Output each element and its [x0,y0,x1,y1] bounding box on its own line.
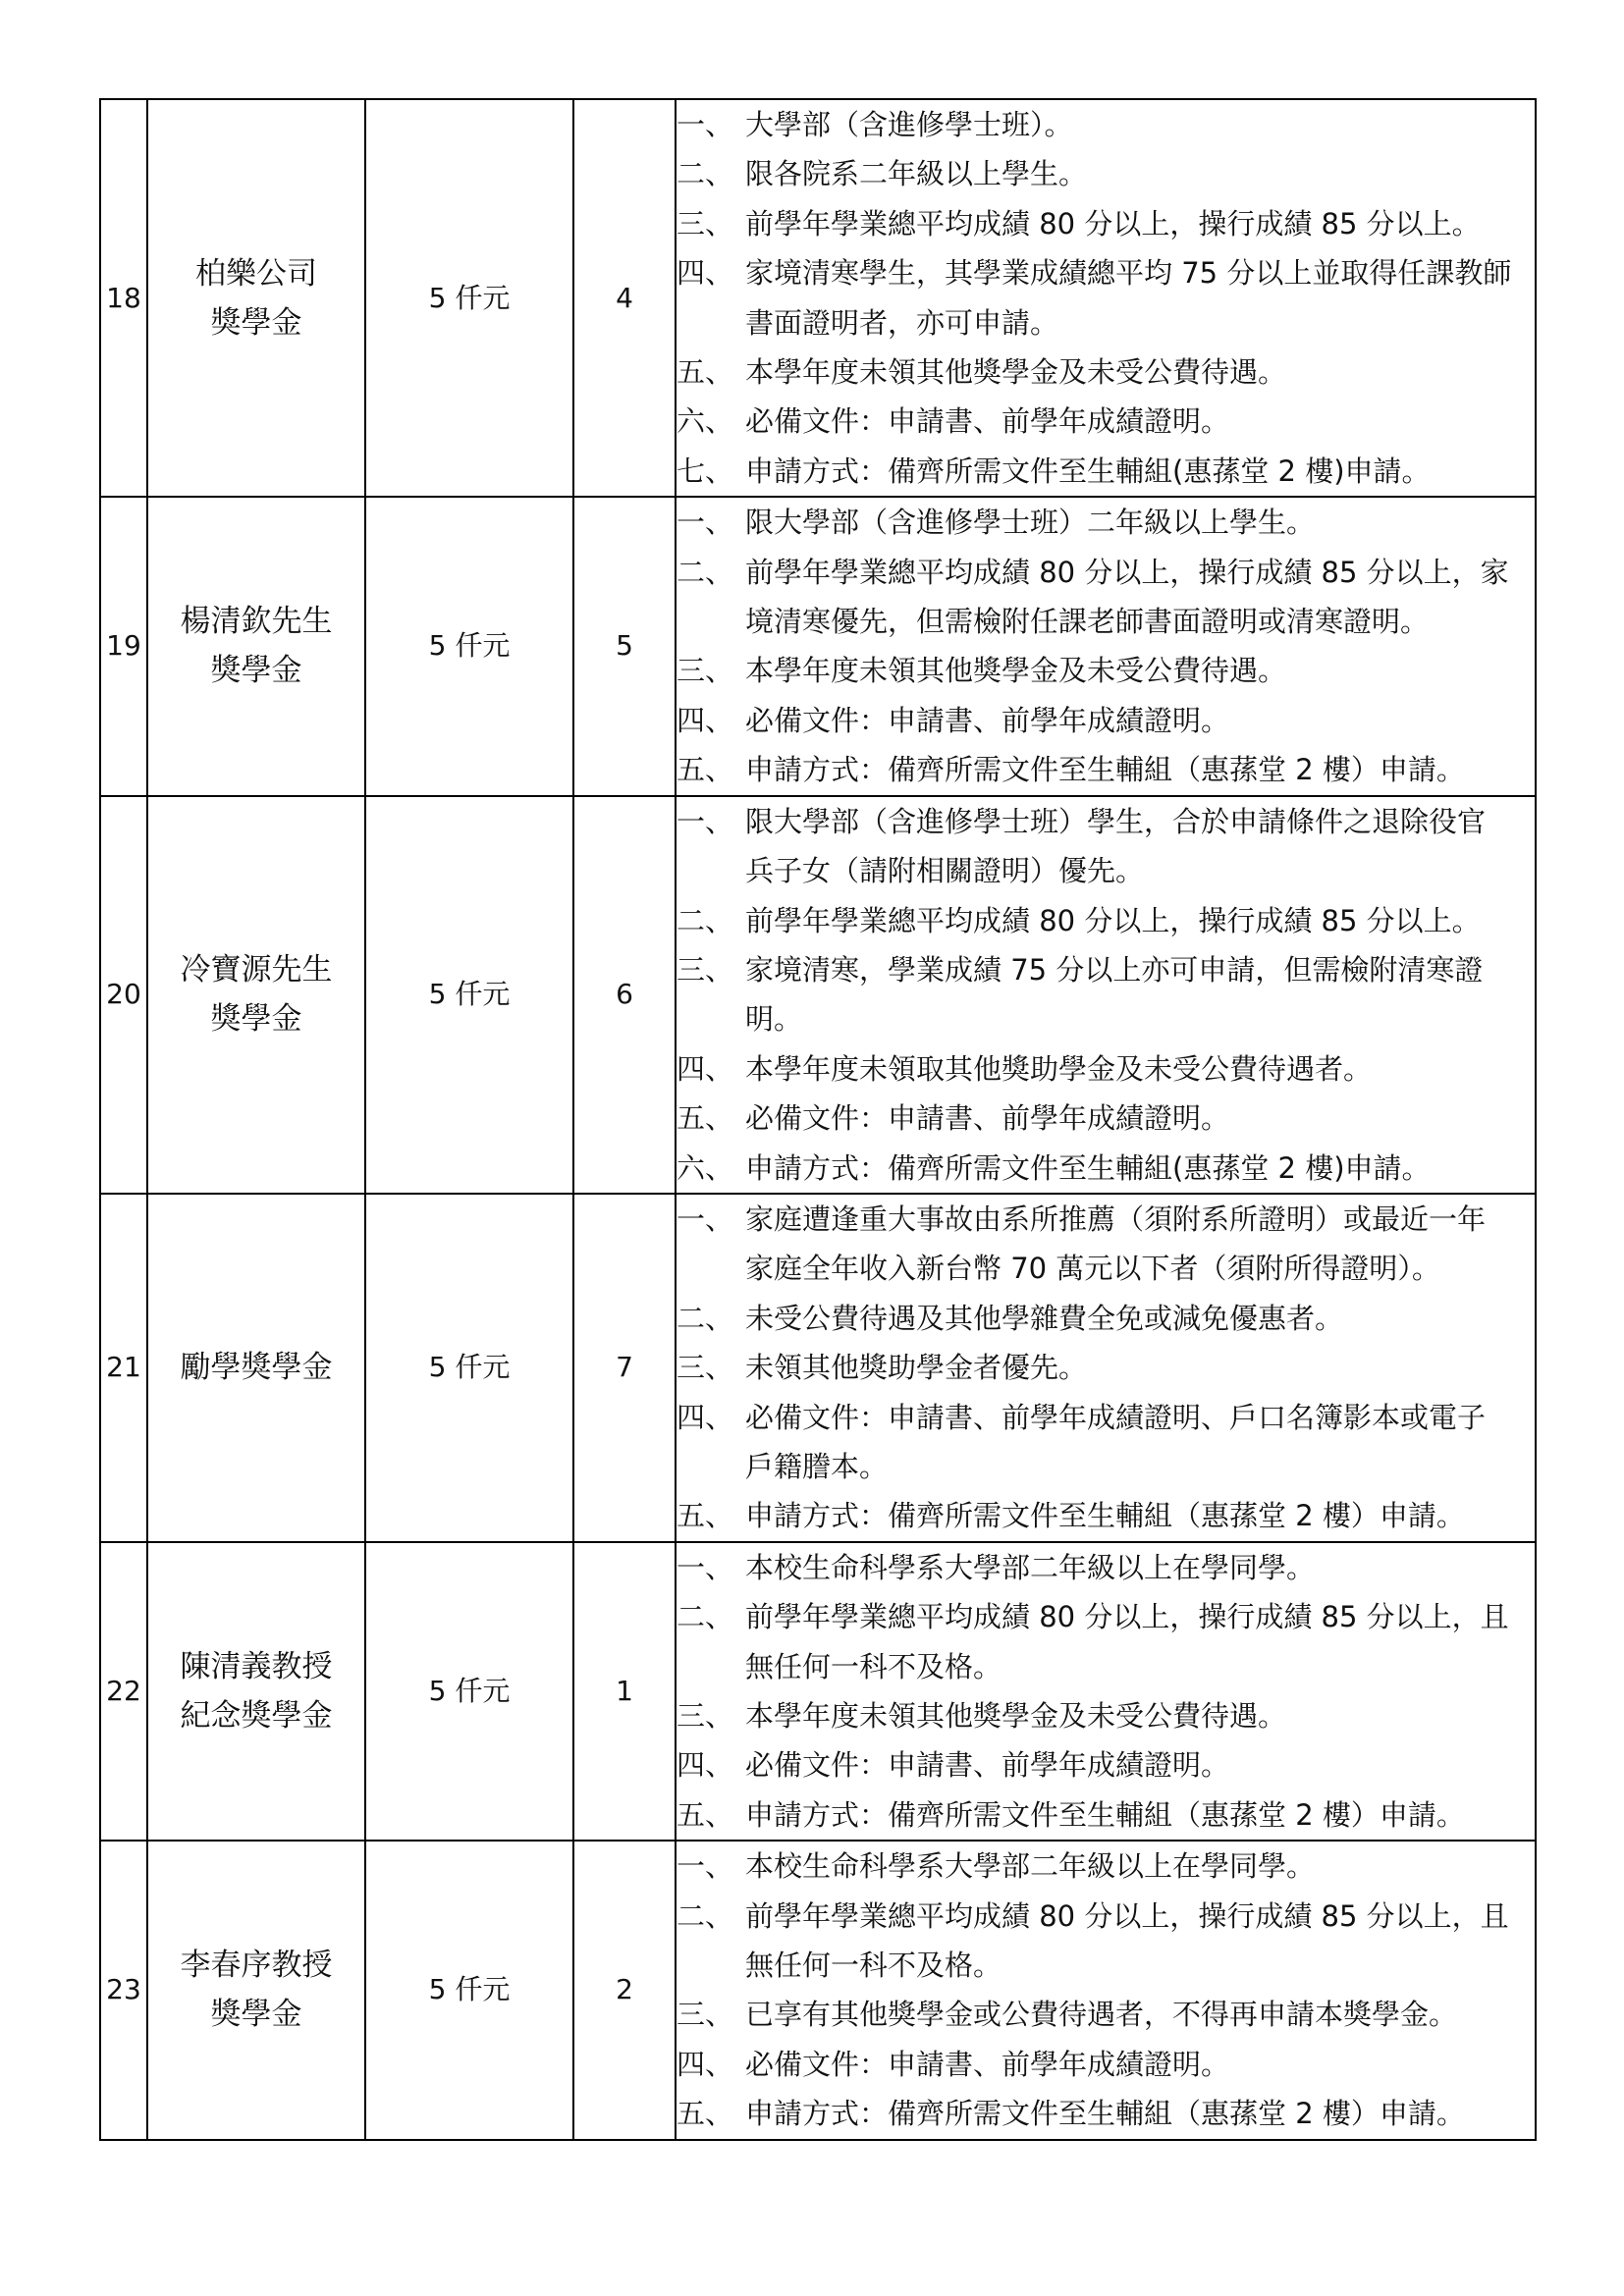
requirement-text: 家庭全年收入新台幣 70 萬元以下者（須附所得證明）。 [745,1252,1440,1286]
scholarship-amount: 5 仟元 [365,1841,573,2139]
scholarship-name [147,1194,365,1542]
requirement-marker: 二、 [677,1301,734,1335]
scholarship-name [147,1542,365,1841]
table-row [100,796,1536,1194]
requirement-line [677,945,1535,994]
requirement-marker: 五、 [677,1499,734,1533]
requirement-text: 限各院系二年級以上學生。 [745,157,1088,191]
requirement-marker: 一、 [677,804,734,838]
requirement-text: 無任何一科不及格。 [745,1649,1002,1683]
requirement-line [677,1941,1535,1990]
requirement-text: 本學年度未領其他獎學金及未受公費待遇。 [745,1699,1287,1733]
requirement-line [677,646,1535,695]
scholarship-name-line: 李春序教授 [180,1948,333,1984]
requirement-text: 境清寒優先，但需檢附任課老師書面證明或清寒證明。 [745,605,1430,639]
requirement-line [677,745,1535,794]
requirement-text: 本校生命科學系大學部二年級以上在學同學。 [745,1550,1316,1584]
requirement-text: 本學年度未領取其他獎助學金及未受公費待遇者。 [745,1051,1373,1086]
table-row [100,99,1536,497]
requirement-marker: 一、 [677,1849,734,1884]
requirement-marker: 四、 [677,1051,734,1086]
requirement-text: 兵子女（請附相關證明）優先。 [745,854,1145,888]
scholarship-name-line: 獎學金 [210,304,302,341]
requirement-text: 前學年學業總平均成績 80 分以上，操行成績 85 分以上，且 [745,1600,1509,1634]
requirement-text: 前學年學業總平均成績 80 分以上，操行成績 85 分以上，且 [745,1898,1509,1933]
row-number: 21 [100,1194,147,1542]
requirement-text: 家庭遭逢重大事故由系所推薦（須附系所證明）或最近一年 [745,1201,1487,1236]
requirement-marker: 二、 [677,157,734,191]
requirement-text: 申請方式：備齊所需文件至生輔組(惠蓀堂 2 樓)申請。 [745,454,1431,488]
requirement-line [677,1393,1535,1442]
scholarship-requirements [676,99,1536,497]
requirement-line [677,1442,1535,1491]
requirement-line [677,149,1535,198]
scholarship-amount: 5 仟元 [365,796,573,1194]
requirement-marker: 三、 [677,654,734,688]
requirement-text: 無任何一科不及格。 [745,1949,1002,1983]
requirement-line [677,1990,1535,2039]
requirement-line [677,1543,1535,1592]
requirement-marker: 三、 [677,1351,734,1385]
requirement-line [677,397,1535,446]
requirement-line [677,994,1535,1043]
requirement-line [677,548,1535,597]
scholarship-amount: 5 仟元 [365,497,573,795]
requirement-text: 家境清寒學生，其學業成績總平均 75 分以上並取得任課教師 [745,256,1512,291]
requirement-text: 申請方式：備齊所需文件至生輔組（惠蓀堂 2 樓）申請。 [745,1499,1465,1533]
table-row [100,1841,1536,2139]
requirement-text: 前學年學業總平均成績 80 分以上，操行成績 85 分以上。 [745,903,1481,937]
requirement-marker: 二、 [677,903,734,937]
requirement-text: 戶籍謄本。 [745,1449,889,1483]
scholarship-quota: 1 [573,1542,676,1841]
scholarship-requirements [676,497,1536,795]
scholarship-quota: 2 [573,1841,676,2139]
requirement-line [677,1790,1535,1840]
requirement-marker: 三、 [677,952,734,987]
requirement-marker: 五、 [677,2097,734,2131]
scholarship-requirements [676,796,1536,1194]
scholarship-requirements [676,1542,1536,1841]
requirement-line [677,1842,1535,1891]
requirement-marker: 二、 [677,1600,734,1634]
row-number: 22 [100,1542,147,1841]
requirement-text: 必備文件：申請書、前學年成績證明。 [745,404,1230,439]
requirement-line [677,199,1535,248]
requirement-text: 限大學部（含進修學士班）二年級以上學生。 [745,506,1316,540]
requirement-text: 申請方式：備齊所需文件至生輔組（惠蓀堂 2 樓）申請。 [745,753,1465,787]
scholarship-name-line: 柏樂公司 [195,255,317,292]
scholarship-requirements [676,1194,1536,1542]
requirement-marker: 六、 [677,1150,734,1185]
requirement-text: 必備文件：申請書、前學年成績證明。 [745,2047,1230,2081]
requirement-marker: 七、 [677,454,734,488]
requirement-text: 未領其他獎助學金者優先。 [745,1351,1088,1385]
requirement-marker: 一、 [677,506,734,540]
requirement-text: 書面證明者，亦可申請。 [745,305,1059,340]
scholarship-name-line: 獎學金 [210,653,302,689]
requirement-line [677,797,1535,846]
requirement-text: 前學年學業總平均成績 80 分以上，操行成績 85 分以上。 [745,206,1481,240]
requirement-marker: 四、 [677,1748,734,1783]
requirement-marker: 四、 [677,703,734,737]
requirement-line [677,498,1535,547]
requirement-marker: 一、 [677,1201,734,1236]
requirement-line [677,1892,1535,1941]
requirement-marker: 四、 [677,256,734,291]
requirement-line [677,447,1535,496]
requirement-line [677,347,1535,397]
requirement-text: 限大學部（含進修學士班）學生，合於申請條件之退除役官 [745,804,1487,838]
requirement-line [677,1642,1535,1691]
scholarship-amount: 5 仟元 [365,1194,573,1542]
scholarship-quota: 4 [573,99,676,497]
row-number: 19 [100,497,147,795]
requirement-line [677,1740,1535,1789]
scholarship-quota: 7 [573,1194,676,1542]
requirement-text: 家境清寒，學業成績 75 分以上亦可申請，但需檢附清寒證 [745,952,1484,987]
requirement-marker: 三、 [677,206,734,240]
requirement-marker: 五、 [677,355,734,390]
requirement-marker: 三、 [677,1998,734,2032]
requirement-line [677,2040,1535,2089]
table-row [100,1194,1536,1542]
requirement-marker: 五、 [677,753,734,787]
scholarship-quota: 5 [573,497,676,795]
requirement-marker: 一、 [677,108,734,141]
row-number: 20 [100,796,147,1194]
requirement-line [677,1592,1535,1641]
requirement-marker: 六、 [677,404,734,439]
requirement-text: 大學部（含進修學士班）。 [745,108,1073,141]
scholarship-table-body [100,99,1536,2140]
scholarship-name-line: 陳清義教授 [180,1649,333,1684]
table-row [100,497,1536,795]
scholarship-name [147,497,365,795]
requirement-marker: 三、 [677,1699,734,1733]
requirement-line [677,1491,1535,1540]
scholarship-name-line: 勵學獎學金 [180,1350,333,1386]
requirement-marker: 二、 [677,1898,734,1933]
requirement-text: 明。 [745,1002,803,1037]
scholarship-name [147,99,365,497]
requirement-text: 本學年度未領其他獎學金及未受公費待遇。 [745,355,1287,390]
requirement-text: 本學年度未領其他獎學金及未受公費待遇。 [745,654,1287,688]
scholarship-name-line: 獎學金 [210,1001,302,1038]
scholarship-name-line: 冷寶源先生 [180,952,333,988]
requirement-line [677,896,1535,945]
requirement-line [677,1294,1535,1343]
requirement-line [677,1144,1535,1193]
requirement-line [677,2089,1535,2138]
requirement-text: 未受公費待遇及其他學雜費全免或減免優惠者。 [745,1301,1344,1335]
requirement-marker: 四、 [677,2047,734,2081]
requirement-text: 申請方式：備齊所需文件至生輔組（惠蓀堂 2 樓）申請。 [745,2097,1465,2131]
requirement-text: 申請方式：備齊所需文件至生輔組(惠蓀堂 2 樓)申請。 [745,1150,1431,1185]
scholarship-amount: 5 仟元 [365,1542,573,1841]
scholarship-name [147,1841,365,2139]
requirement-marker: 五、 [677,1797,734,1832]
requirement-marker: 二、 [677,555,734,589]
scholarship-requirements [676,1841,1536,2139]
row-number: 23 [100,1841,147,2139]
requirement-line [677,298,1535,347]
requirement-text: 必備文件：申請書、前學年成績證明。 [745,703,1230,737]
row-number: 18 [100,99,147,497]
requirement-text: 前學年學業總平均成績 80 分以上，操行成績 85 分以上，家 [745,555,1509,589]
requirement-text: 本校生命科學系大學部二年級以上在學同學。 [745,1849,1316,1884]
requirement-line [677,1094,1535,1143]
requirement-line [677,846,1535,895]
requirement-line [677,1195,1535,1244]
requirement-text: 必備文件：申請書、前學年成績證明。 [745,1748,1230,1783]
requirement-marker: 五、 [677,1101,734,1136]
requirement-line [677,1244,1535,1293]
requirement-text: 必備文件：申請書、前學年成績證明、戶口名簿影本或電子 [745,1400,1487,1434]
scholarship-amount: 5 仟元 [365,99,573,497]
requirement-line [677,597,1535,646]
requirement-marker: 四、 [677,1400,734,1434]
requirement-line [677,1343,1535,1392]
scholarship-name-line: 獎學金 [210,1997,302,2033]
scholarship-quota: 6 [573,796,676,1194]
requirement-line [677,248,1535,297]
scholarship-table [99,98,1537,2141]
table-row [100,1542,1536,1841]
requirement-text: 申請方式：備齊所需文件至生輔組（惠蓀堂 2 樓）申請。 [745,1797,1465,1832]
requirement-line [677,696,1535,745]
scholarship-name-line: 紀念獎學金 [180,1698,333,1734]
scholarship-name-line: 楊清欽先生 [180,604,333,640]
requirement-line [677,1044,1535,1094]
requirement-marker: 一、 [677,1550,734,1584]
requirement-text: 必備文件：申請書、前學年成績證明。 [745,1101,1230,1136]
scholarship-name [147,796,365,1194]
requirement-line [677,1691,1535,1740]
requirement-line [677,100,1535,149]
requirement-text: 已享有其他獎學金或公費待遇者，不得再申請本獎學金。 [745,1998,1458,2032]
